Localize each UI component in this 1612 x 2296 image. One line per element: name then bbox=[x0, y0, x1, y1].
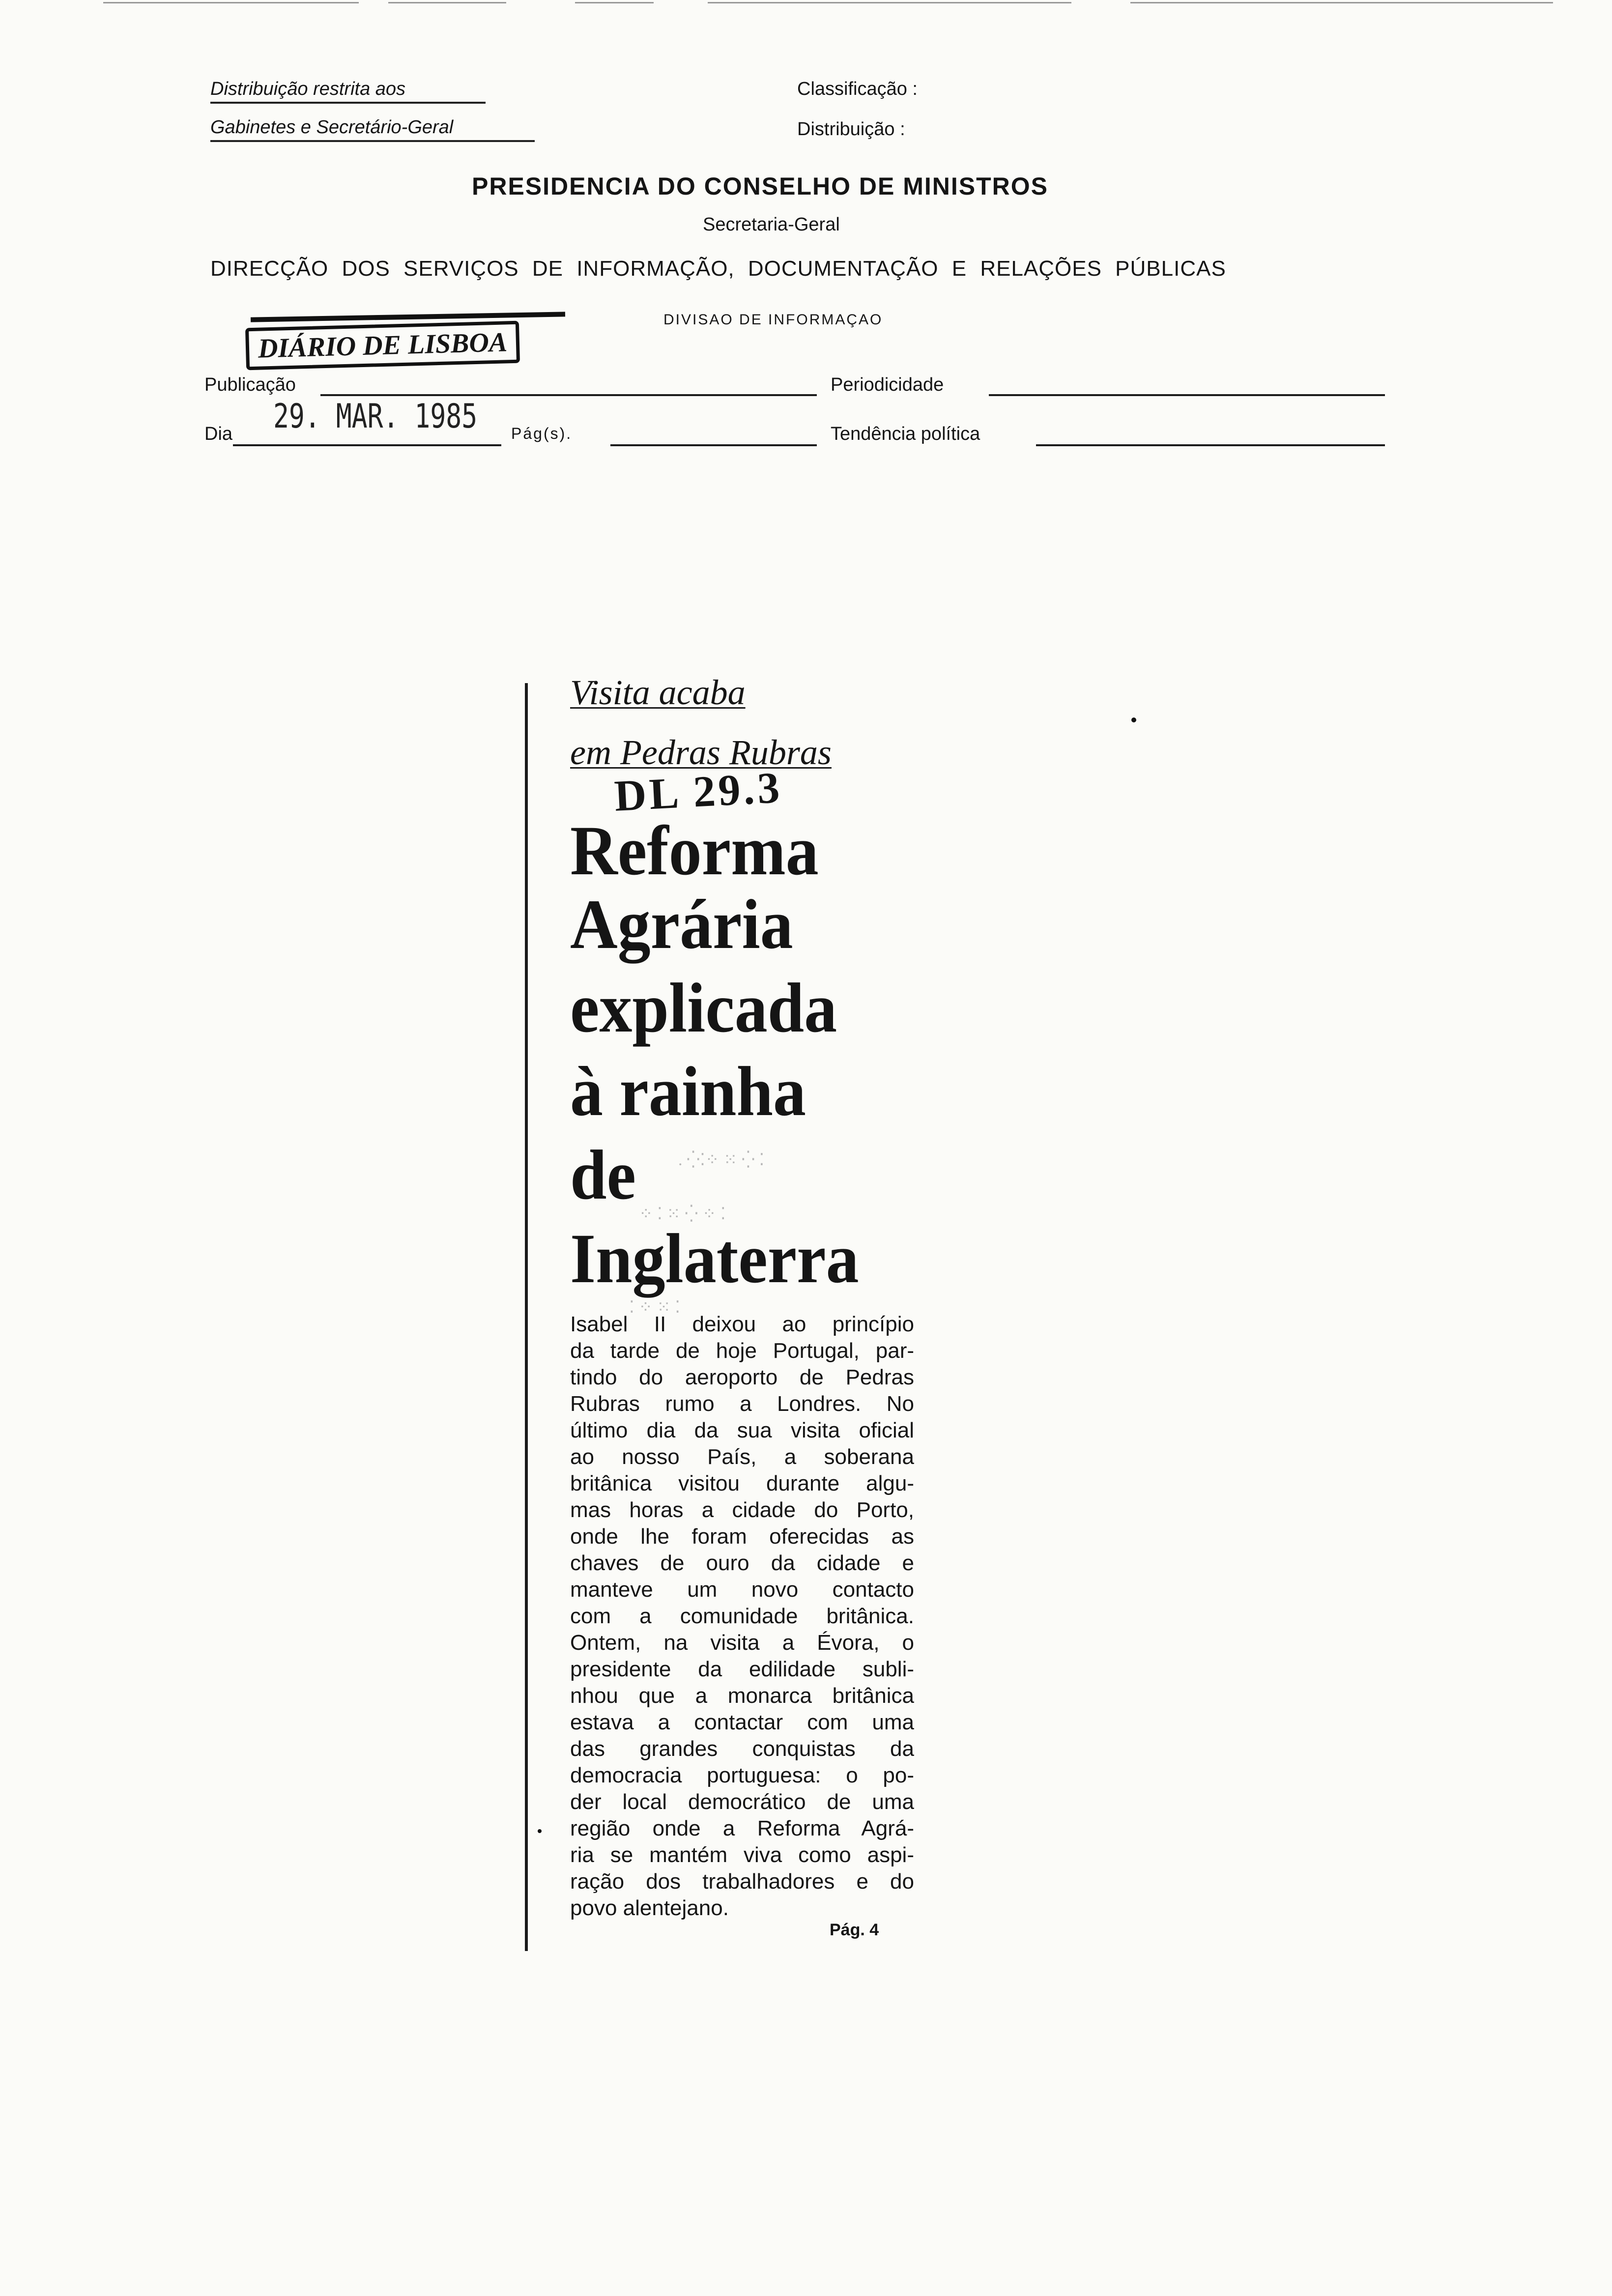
pages-label: Pág(s). bbox=[511, 425, 573, 442]
political-tendency-label: Tendência política bbox=[831, 424, 980, 444]
article-body-line: onde lhe foram oferecidas as bbox=[570, 1524, 914, 1549]
article-body bbox=[570, 1311, 914, 1922]
article-body-line: da tarde de hoje Portugal, par- bbox=[570, 1339, 914, 1363]
headline-line: de bbox=[570, 1136, 636, 1214]
headline-line: Reforma bbox=[570, 812, 819, 890]
article-body-line: nhou que a monarca britânica bbox=[570, 1684, 914, 1708]
publication-label: Publicação bbox=[204, 374, 296, 395]
day-field-line bbox=[233, 444, 501, 446]
stray-mark bbox=[1131, 718, 1136, 722]
article-body-line: Ontem, na visita a Évora, o bbox=[570, 1631, 914, 1655]
article-body-line: Isabel II deixou ao princípio bbox=[570, 1312, 914, 1336]
headline-line: à rainha bbox=[570, 1053, 806, 1131]
political-tendency-field-line bbox=[1036, 444, 1385, 446]
stray-mark bbox=[538, 1829, 542, 1833]
article-body-line: ao nosso País, a soberana bbox=[570, 1445, 914, 1469]
headline-line: Inglaterra bbox=[570, 1220, 859, 1298]
handwritten-reference: DL 29.3 bbox=[613, 763, 784, 821]
distribution-label: Distribuição : bbox=[797, 119, 905, 140]
day-label: Dia bbox=[204, 424, 233, 444]
scan-border-top bbox=[388, 2, 506, 3]
article-body-line: tindo do aeroporto de Pedras bbox=[570, 1365, 914, 1389]
stamp-border bbox=[251, 312, 565, 322]
periodicity-label: Periodicidade bbox=[831, 374, 944, 395]
article-body-line: democracia portuguesa: o po- bbox=[570, 1763, 914, 1787]
pages-field-line bbox=[610, 444, 817, 446]
article-body-line: último dia da sua visita oficial bbox=[570, 1418, 914, 1442]
article-body-line: Rubras rumo a Londres. No bbox=[570, 1392, 914, 1416]
article-body-line: ração dos trabalhadores e do bbox=[570, 1869, 914, 1894]
article-body-line: ria se mantém viva como aspi- bbox=[570, 1843, 914, 1867]
headline-line: Agrária bbox=[570, 886, 793, 964]
scan-border-top bbox=[1130, 2, 1553, 3]
date-stamp: 29. MAR. 1985 bbox=[273, 397, 478, 436]
article-body-line: das grandes conquistas da bbox=[570, 1737, 914, 1761]
distribution-note-line2: Gabinetes e Secretário-Geral bbox=[210, 117, 535, 142]
clipping-left-rule bbox=[525, 683, 528, 1951]
headline-line: explicada bbox=[570, 969, 837, 1047]
page-reference: Pág. 4 bbox=[830, 1921, 879, 1939]
distribution-note-line1: Distribuição restrita aos bbox=[210, 79, 486, 104]
publication-field-line bbox=[320, 394, 817, 396]
article-body-line: com a comunidade britânica. bbox=[570, 1604, 914, 1628]
clipping-kicker-line1: Visita acaba bbox=[570, 673, 746, 712]
bleed-through-text: ⁘ ⁚ ⁙ ⁛ ⁘ ⁚ bbox=[639, 1205, 726, 1223]
periodicity-field-line bbox=[989, 394, 1385, 396]
scan-border-top bbox=[708, 2, 1071, 3]
article-body-line: mas horas a cidade do Porto, bbox=[570, 1498, 914, 1522]
page-subtitle: Secretaria-Geral bbox=[703, 214, 840, 235]
scan-border-top bbox=[103, 2, 359, 3]
publication-stamp: DIÁRIO DE LISBOA bbox=[245, 321, 520, 371]
article-body-line: manteve um novo contacto bbox=[570, 1578, 914, 1602]
article-body-line: região onde a Reforma Agrá- bbox=[570, 1816, 914, 1840]
bleed-through-text: . ⁛⁚⁘ ⁙ ⁛ ⁚ bbox=[678, 1151, 765, 1169]
article-body-line: der local democrático de uma bbox=[570, 1790, 914, 1814]
article-body-line: povo alentejano. bbox=[570, 1896, 729, 1920]
scan-border-top bbox=[575, 2, 654, 3]
clipping-kicker-line2: em Pedras Rubras bbox=[570, 733, 832, 772]
bleed-through-text: ⁚ ⁘ ⁙ ⁚ bbox=[629, 1298, 681, 1317]
article-body-line: estava a contactar com uma bbox=[570, 1710, 914, 1734]
page-title: PRESIDENCIA DO CONSELHO DE MINISTROS bbox=[472, 172, 1049, 200]
article-body-line: chaves de ouro da cidade e bbox=[570, 1551, 914, 1575]
article-body-line: presidente da edilidade subli- bbox=[570, 1657, 914, 1681]
department-name: DIRECÇÃO DOS SERVIÇOS DE INFORMAÇÃO, DOCUMENTAÇÃO E RELAÇÕES PÚBLICAS bbox=[210, 257, 1226, 281]
division-name: DIVISAO DE INFORMAÇAO bbox=[663, 312, 883, 328]
article-body-line: britânica visitou durante algu- bbox=[570, 1471, 914, 1495]
classification-label: Classificação : bbox=[797, 79, 918, 99]
